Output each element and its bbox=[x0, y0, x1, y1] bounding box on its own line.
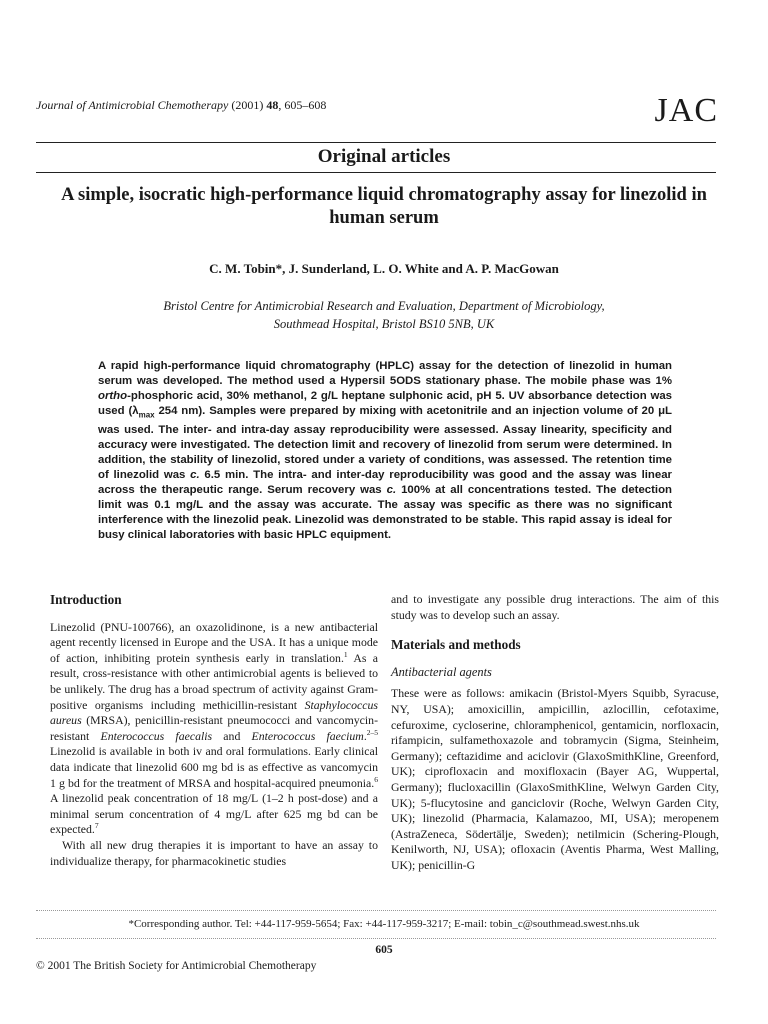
journal-year: (2001) bbox=[231, 98, 264, 112]
affiliation bbox=[60, 297, 708, 333]
corresponding-author-footnote: *Corresponding author. Tel: +44-117-959-5654; Fax: +44-117-959-3217; E-mail: tobin_c@southmead.swest.nhs.uk bbox=[128, 918, 640, 930]
copyright: © 2001 The British Society for Antimicrobial Chemotherapy bbox=[36, 960, 317, 972]
abstract-italic: c. bbox=[386, 484, 397, 497]
abstract-italic: ortho bbox=[98, 390, 128, 403]
abstract-text: A rapid high-performance liquid chromatography (HPLC) assay for the detection of linezolid in human serum was developed. The method used a Hypersil 5ODS stationary phase. The mobile phase was 1% bbox=[98, 360, 672, 388]
right-column bbox=[391, 592, 719, 874]
affiliation-line-1: Bristol Centre for Antimicrobial Research and Evaluation, Department of Microbiology, bbox=[163, 299, 605, 313]
abstract-text: 100% at all concentrations tested. The detection limit was 0.1 mg/L and the assay was accurate. The assay was specific as there was no significant interference with the linezolid peak. Linezolid was demonstrated to be stable. This rapid assay is ideal for busy clinical laboratories with basic HPLC equipment. bbox=[98, 484, 672, 542]
page-number: 605 bbox=[375, 944, 393, 956]
authors: C. M. Tobin*, J. Sunderland, L. O. White and A. P. MacGowan bbox=[209, 261, 559, 276]
header-rule bbox=[36, 142, 716, 143]
abstract-text: -phosphoric acid, 30% methanol, 2 g/L heptane sulphonic acid, pH 5. UV absorbance detection was used (λ bbox=[98, 390, 672, 418]
journal-citation bbox=[36, 98, 326, 113]
jac-logo: JAC bbox=[654, 92, 718, 129]
intro-paragraph-continued: and to investigate any possible drug interactions. The aim of this study was to develop such an assay. bbox=[391, 592, 719, 622]
section-heading: Original articles bbox=[317, 146, 451, 167]
materials-methods-heading: Materials and methods bbox=[391, 637, 521, 653]
article-title: A simple, isocratic high-performance liquid chromatography assay for linezolid in human serum bbox=[61, 185, 707, 228]
page-divider bbox=[36, 938, 716, 939]
abstract bbox=[98, 359, 672, 543]
agents-paragraph: These were as follows: amikacin (Bristol-Myers Squibb, Syracuse, NY, USA); amoxicillin, ampicillin, azlocillin, cefotaxime, cefuroxime, cycloserine, chloramphenicol, gentamicin, norfloxacin, rifampicin, sulfamethoxazole and tobramycin (Sigma, Steinheim, Germany); ceftazidime and aciclovir (GlaxoSmithKline, Greenford, UK); ciprofloxacin and moxifloxacin (Bayer AG, Wuppertal, Germany); flucloxacillin (GlaxoSmithKline, Welwyn Garden City, UK); 5-flucytosine and ganciclovir (Roche, Welwyn Garden City, UK); linezolid (Pharmacia, Kalamazoo, MI, USA); meropenem (AstraZeneca, Södertälje, Sweden); netilmicin (Schering-Plough, Kenilworth, NJ, USA); ofloxacin (Aventis Pharma, West Malling, UK); penicillin-G bbox=[391, 686, 719, 872]
intro-paragraph-1: Linezolid (PNU-100766), an oxazolidinone, is a new antibacterial agent recently licensed in Europe and the USA. It has a unique mode of action, inhibiting protein synthesis early in translation.$^1$ As a result, cross-resistance with other antimicrobial agents is believed to be unlikely. The drug has a broad spectrum of activity against Gram-positive organisms including methicillin-resistant Staphylococcus aureus (MRSA), penicillin-resistant pneumococci and vancomycin-resistant Enterococcus faecalis and Enterococcus faecium.$^{2-5}$ Linezolid is available in both iv and oral formulations. Early clinical data indicate that linezolid 600 mg bd is as effective as vancomycin 1 g bd for the treatment of MRSA and hospital-acquired pneumonia.$^6$ A linezolid peak concentration of 18 mg/L (1–2 h post-dose) and a minimal serum concentration of 4 mg/L after 625 mg bd can be expected.$^7$ bbox=[50, 619, 379, 837]
journal-pages: , 605–608 bbox=[278, 98, 327, 112]
abstract-italic: c. bbox=[190, 468, 200, 481]
abstract-text: 6.5 min. The intra- and inter-day reproducibility was good and the assay was linear across the therapeutic range. Serum recovery was bbox=[98, 468, 672, 497]
abstract-text: 254 nm). Samples were prepared by mixing with acetonitrile and an injection volume of 20 μL was used. The inter- and intra-day assay reproducibility were assessed. Assay linearity, specificity and accuracy were investigated. The detection limit and recovery of linezolid from serum were determined. In addition, the stability of linezolid, stored under a variety of conditions, was assessed. The retention time of linezolid was bbox=[98, 405, 672, 481]
intro-paragraph-2: With all new drug therapies it is important to have an assay to individualize therapy, for pharmacokinetic studies bbox=[50, 837, 378, 868]
abstract-subscript: max bbox=[138, 410, 155, 420]
left-column bbox=[50, 592, 378, 869]
journal-volume: 48 bbox=[266, 98, 279, 112]
introduction-heading: Introduction bbox=[50, 592, 122, 607]
journal-name: Journal of Antimicrobial Chemotherapy bbox=[36, 98, 229, 112]
section-rule bbox=[36, 172, 716, 173]
affiliation-line-2: Southmead Hospital, Bristol BS10 5NB, UK bbox=[273, 317, 495, 331]
footnote-divider bbox=[36, 910, 716, 911]
antibacterial-agents-heading: Antibacterial agents bbox=[391, 664, 492, 679]
